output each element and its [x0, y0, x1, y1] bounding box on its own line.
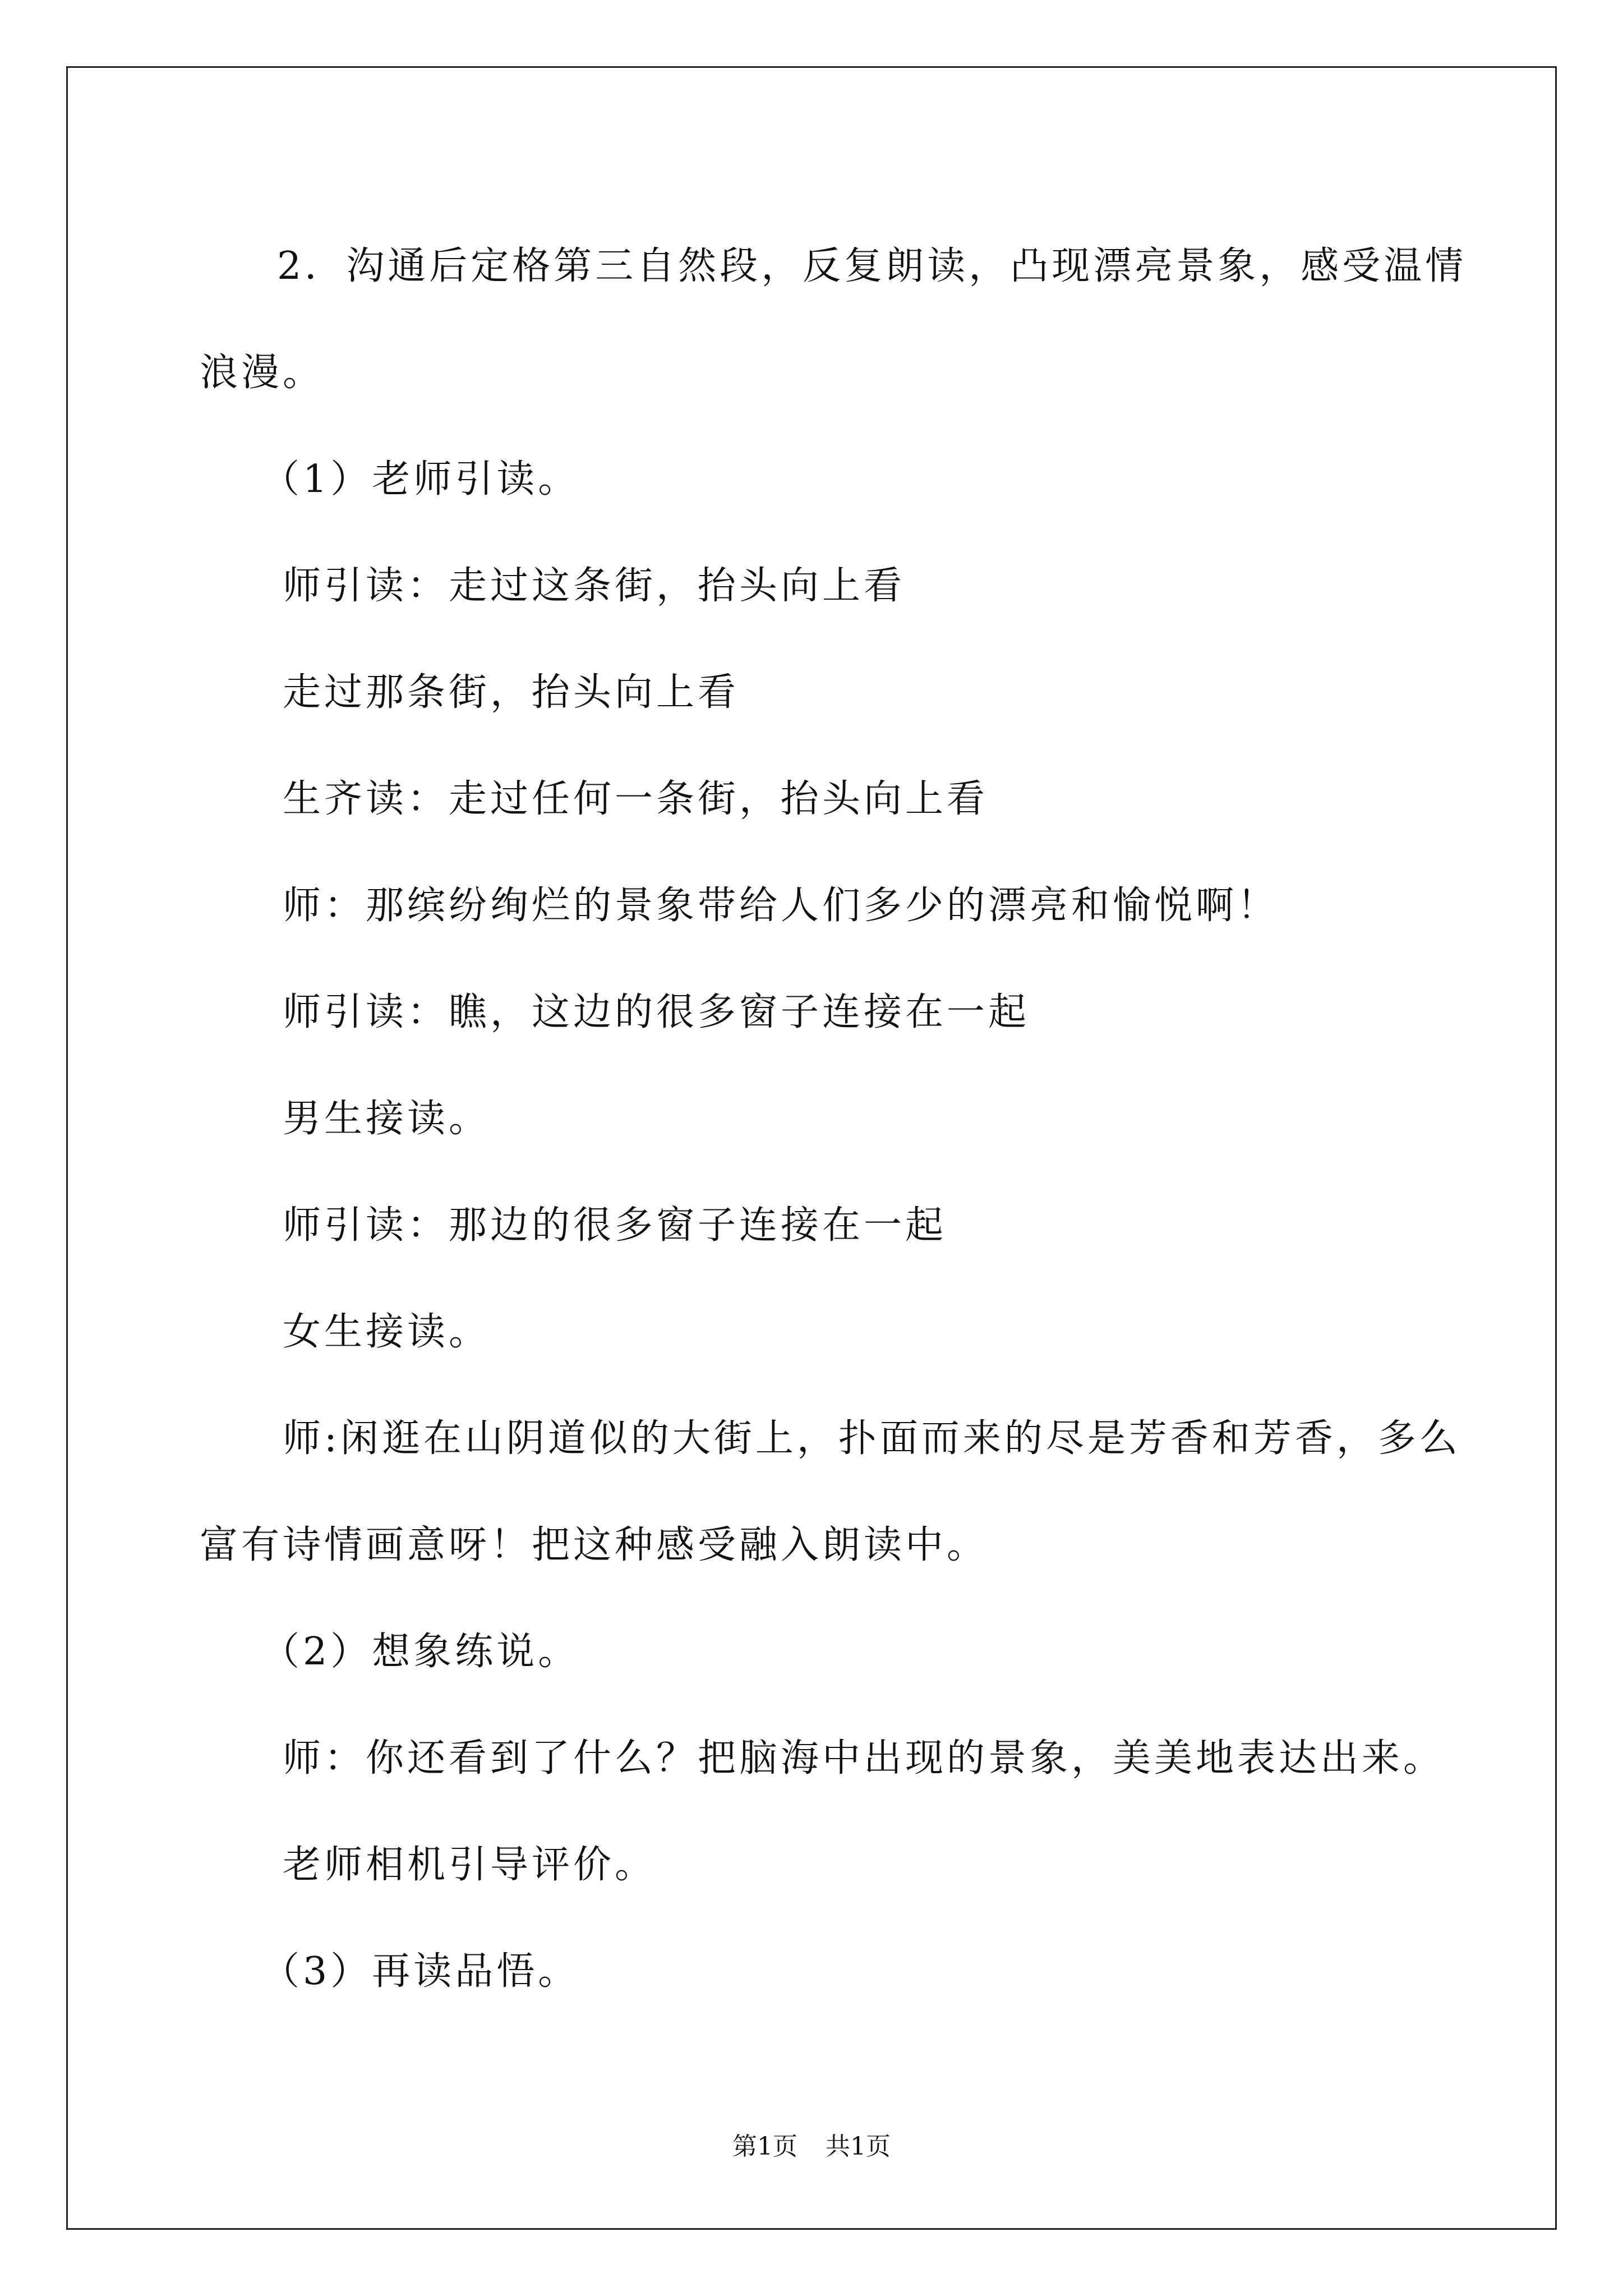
paragraph-imagine: （2）想象练说。	[261, 1630, 580, 1674]
paragraph-line-1: 师引读：走过这条街，抬头向上看	[283, 564, 906, 608]
paragraph-line: 师:闲逛在山阴道似的大街上，扑面而来的尽是芳香和芳香，多么	[283, 1416, 1461, 1461]
paragraph-line-2: 走过那条街，抬头向上看	[283, 670, 740, 715]
paragraph-line: 浪漫。	[200, 351, 325, 395]
paragraph-line-5: 师引读：瞧，这边的很多窗子连接在一起	[283, 990, 1030, 1034]
paragraph-line-10: 老师相机引导评价。	[283, 1843, 657, 1887]
document-body	[200, 213, 1467, 2025]
paragraph-line-8: 女生接读。	[283, 1310, 491, 1354]
paragraph-line-4: 师：那缤纷绚烂的景象带给人们多少的漂亮和愉悦啊！	[283, 884, 1279, 928]
paragraph-line-6: 男生接读。	[283, 1097, 491, 1141]
paragraph-line: 2．沟通后定格第三自然段，反复朗读，凸现漂亮景象，感受温情	[277, 244, 1467, 288]
paragraph-line: 富有诗情画意呀！把这种感受融入朗读中。	[200, 1523, 989, 1567]
paragraph-line-7: 师引读：那边的很多窗子连接在一起	[283, 1203, 947, 1248]
paragraph-stroll	[200, 1386, 1461, 1599]
paragraph-line-3: 生齐读：走过任何一条街，抬头向上看	[283, 777, 989, 821]
paragraph-teacher-lead: （1）老师引读。	[261, 457, 580, 501]
paragraph-line-9: 师：你还看到了什么？把脑海中出现的景象，美美地表达出来。	[283, 1736, 1445, 1780]
page-footer	[0, 2126, 1623, 2162]
page-total: 共1页	[826, 2132, 891, 2161]
paragraph-reread: （3）再读品悟。	[261, 1949, 580, 1994]
page-number: 第1页	[732, 2132, 797, 2161]
paragraph-2	[200, 213, 1467, 426]
